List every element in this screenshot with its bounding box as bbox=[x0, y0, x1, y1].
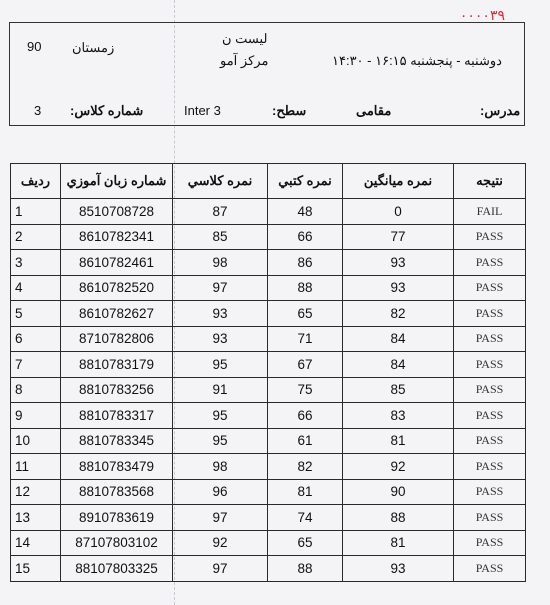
average-score-cell: 84 bbox=[343, 326, 454, 352]
table-row bbox=[11, 403, 526, 429]
row-number-cell: 10 bbox=[11, 428, 61, 454]
student-id-cell: 8810783317 bbox=[61, 403, 173, 429]
row-number-cell: 13 bbox=[11, 505, 61, 531]
average-score-cell: 88 bbox=[343, 505, 454, 531]
written-score-cell: 65 bbox=[268, 301, 343, 327]
class-schedule: دوشنبه - پنجشنبه ۱۶:۱۵ - ۱۴:۳۰ bbox=[332, 53, 502, 68]
student-id-cell: 88107803325 bbox=[61, 556, 173, 582]
average-score-cell: 84 bbox=[343, 352, 454, 378]
written-score-cell: 88 bbox=[268, 275, 343, 301]
row-number-cell: 9 bbox=[11, 403, 61, 429]
row-number-cell: 8 bbox=[11, 377, 61, 403]
teacher-label: مدرس: bbox=[480, 103, 521, 118]
row-number-cell: 12 bbox=[11, 479, 61, 505]
average-score-cell: 93 bbox=[343, 556, 454, 582]
column-header-written-score: نمره كتبي bbox=[268, 164, 343, 199]
average-score-cell: 83 bbox=[343, 403, 454, 429]
table-row bbox=[11, 352, 526, 378]
row-number-cell: 11 bbox=[11, 454, 61, 480]
class-score-cell: 95 bbox=[173, 352, 268, 378]
result-cell: PASS bbox=[454, 250, 526, 276]
table-row bbox=[11, 250, 526, 276]
result-cell: PASS bbox=[454, 275, 526, 301]
table-header-row bbox=[11, 164, 526, 199]
written-score-cell: 61 bbox=[268, 428, 343, 454]
level-value: Inter 3 bbox=[184, 103, 221, 118]
row-number-cell: 2 bbox=[11, 224, 61, 250]
class-score-cell: 97 bbox=[173, 505, 268, 531]
written-score-cell: 86 bbox=[268, 250, 343, 276]
table-row bbox=[11, 224, 526, 250]
column-header-average-score: نمره ميانگين bbox=[343, 164, 454, 199]
table-row bbox=[11, 556, 526, 582]
class-score-cell: 92 bbox=[173, 530, 268, 556]
average-score-cell: 93 bbox=[343, 275, 454, 301]
class-score-cell: 91 bbox=[173, 377, 268, 403]
column-header-class-score: نمره كلاسي bbox=[173, 164, 268, 199]
document-title: لیست ن bbox=[222, 31, 268, 46]
class-score-cell: 97 bbox=[173, 556, 268, 582]
result-cell: PASS bbox=[454, 326, 526, 352]
class-score-cell: 93 bbox=[173, 301, 268, 327]
written-score-cell: 67 bbox=[268, 352, 343, 378]
serial-number-stamp: ۰۰۰۰۳۹ bbox=[459, 8, 505, 24]
student-id-cell: 8710782806 bbox=[61, 326, 173, 352]
result-cell: PASS bbox=[454, 377, 526, 403]
class-score-cell: 95 bbox=[173, 428, 268, 454]
row-number-cell: 3 bbox=[11, 250, 61, 276]
class-score-cell: 85 bbox=[173, 224, 268, 250]
student-id-cell: 87107803102 bbox=[61, 530, 173, 556]
class-score-cell: 97 bbox=[173, 275, 268, 301]
average-score-cell: 81 bbox=[343, 428, 454, 454]
student-id-cell: 8610782627 bbox=[61, 301, 173, 327]
written-score-cell: 48 bbox=[268, 199, 343, 225]
class-score-cell: 95 bbox=[173, 403, 268, 429]
average-score-cell: 82 bbox=[343, 301, 454, 327]
table-row bbox=[11, 530, 526, 556]
level-label: سطح: bbox=[272, 103, 307, 118]
student-id-cell: 8810783179 bbox=[61, 352, 173, 378]
table-row bbox=[11, 326, 526, 352]
row-number-cell: 14 bbox=[11, 530, 61, 556]
student-id-cell: 8610782520 bbox=[61, 275, 173, 301]
result-cell: PASS bbox=[454, 352, 526, 378]
written-score-cell: 66 bbox=[268, 403, 343, 429]
grades-table bbox=[10, 163, 526, 582]
table-row bbox=[11, 199, 526, 225]
written-score-cell: 75 bbox=[268, 377, 343, 403]
average-score-cell: 77 bbox=[343, 224, 454, 250]
result-cell: PASS bbox=[454, 301, 526, 327]
class-number-label: شماره کلاس: bbox=[70, 103, 144, 118]
column-header-result: نتيجه bbox=[454, 164, 526, 199]
teacher-name: مقامی bbox=[356, 103, 392, 118]
student-id-cell: 8610782341 bbox=[61, 224, 173, 250]
student-id-cell: 8610782461 bbox=[61, 250, 173, 276]
class-number-value: 3 bbox=[34, 103, 42, 118]
row-number-cell: 5 bbox=[11, 301, 61, 327]
column-header-student-id: شماره زبان آموزي bbox=[61, 164, 173, 199]
student-id-cell: 8810783345 bbox=[61, 428, 173, 454]
student-id-cell: 8510708728 bbox=[61, 199, 173, 225]
column-header-row-number: ردیف bbox=[11, 164, 61, 199]
table-row bbox=[11, 377, 526, 403]
written-score-cell: 81 bbox=[268, 479, 343, 505]
result-cell: FAIL bbox=[454, 199, 526, 225]
written-score-cell: 74 bbox=[268, 505, 343, 531]
table-row bbox=[11, 428, 526, 454]
class-score-cell: 98 bbox=[173, 250, 268, 276]
row-number-cell: 4 bbox=[11, 275, 61, 301]
row-number-cell: 15 bbox=[11, 556, 61, 582]
class-score-cell: 96 bbox=[173, 479, 268, 505]
row-number-cell: 6 bbox=[11, 326, 61, 352]
written-score-cell: 66 bbox=[268, 224, 343, 250]
table-row bbox=[11, 301, 526, 327]
average-score-cell: 81 bbox=[343, 530, 454, 556]
result-cell: PASS bbox=[454, 530, 526, 556]
term-name: زمستان bbox=[72, 40, 115, 55]
student-id-cell: 8810783568 bbox=[61, 479, 173, 505]
class-score-cell: 98 bbox=[173, 454, 268, 480]
result-cell: PASS bbox=[454, 224, 526, 250]
class-score-cell: 87 bbox=[173, 199, 268, 225]
term-year: 90 bbox=[27, 39, 42, 54]
average-score-cell: 90 bbox=[343, 479, 454, 505]
result-cell: PASS bbox=[454, 454, 526, 480]
average-score-cell: 0 bbox=[343, 199, 454, 225]
result-cell: PASS bbox=[454, 479, 526, 505]
average-score-cell: 92 bbox=[343, 454, 454, 480]
row-number-cell: 1 bbox=[11, 199, 61, 225]
table-row bbox=[11, 454, 526, 480]
class-info-header bbox=[9, 22, 525, 126]
student-id-cell: 8810783256 bbox=[61, 377, 173, 403]
student-id-cell: 8910783619 bbox=[61, 505, 173, 531]
table-row bbox=[11, 275, 526, 301]
student-id-cell: 8810783479 bbox=[61, 454, 173, 480]
written-score-cell: 82 bbox=[268, 454, 343, 480]
written-score-cell: 88 bbox=[268, 556, 343, 582]
result-cell: PASS bbox=[454, 428, 526, 454]
result-cell: PASS bbox=[454, 505, 526, 531]
result-cell: PASS bbox=[454, 556, 526, 582]
center-name: مرکز آمو bbox=[220, 53, 269, 68]
table-row bbox=[11, 479, 526, 505]
average-score-cell: 85 bbox=[343, 377, 454, 403]
result-cell: PASS bbox=[454, 403, 526, 429]
class-score-cell: 93 bbox=[173, 326, 268, 352]
table-row bbox=[11, 505, 526, 531]
average-score-cell: 93 bbox=[343, 250, 454, 276]
row-number-cell: 7 bbox=[11, 352, 61, 378]
written-score-cell: 65 bbox=[268, 530, 343, 556]
written-score-cell: 71 bbox=[268, 326, 343, 352]
